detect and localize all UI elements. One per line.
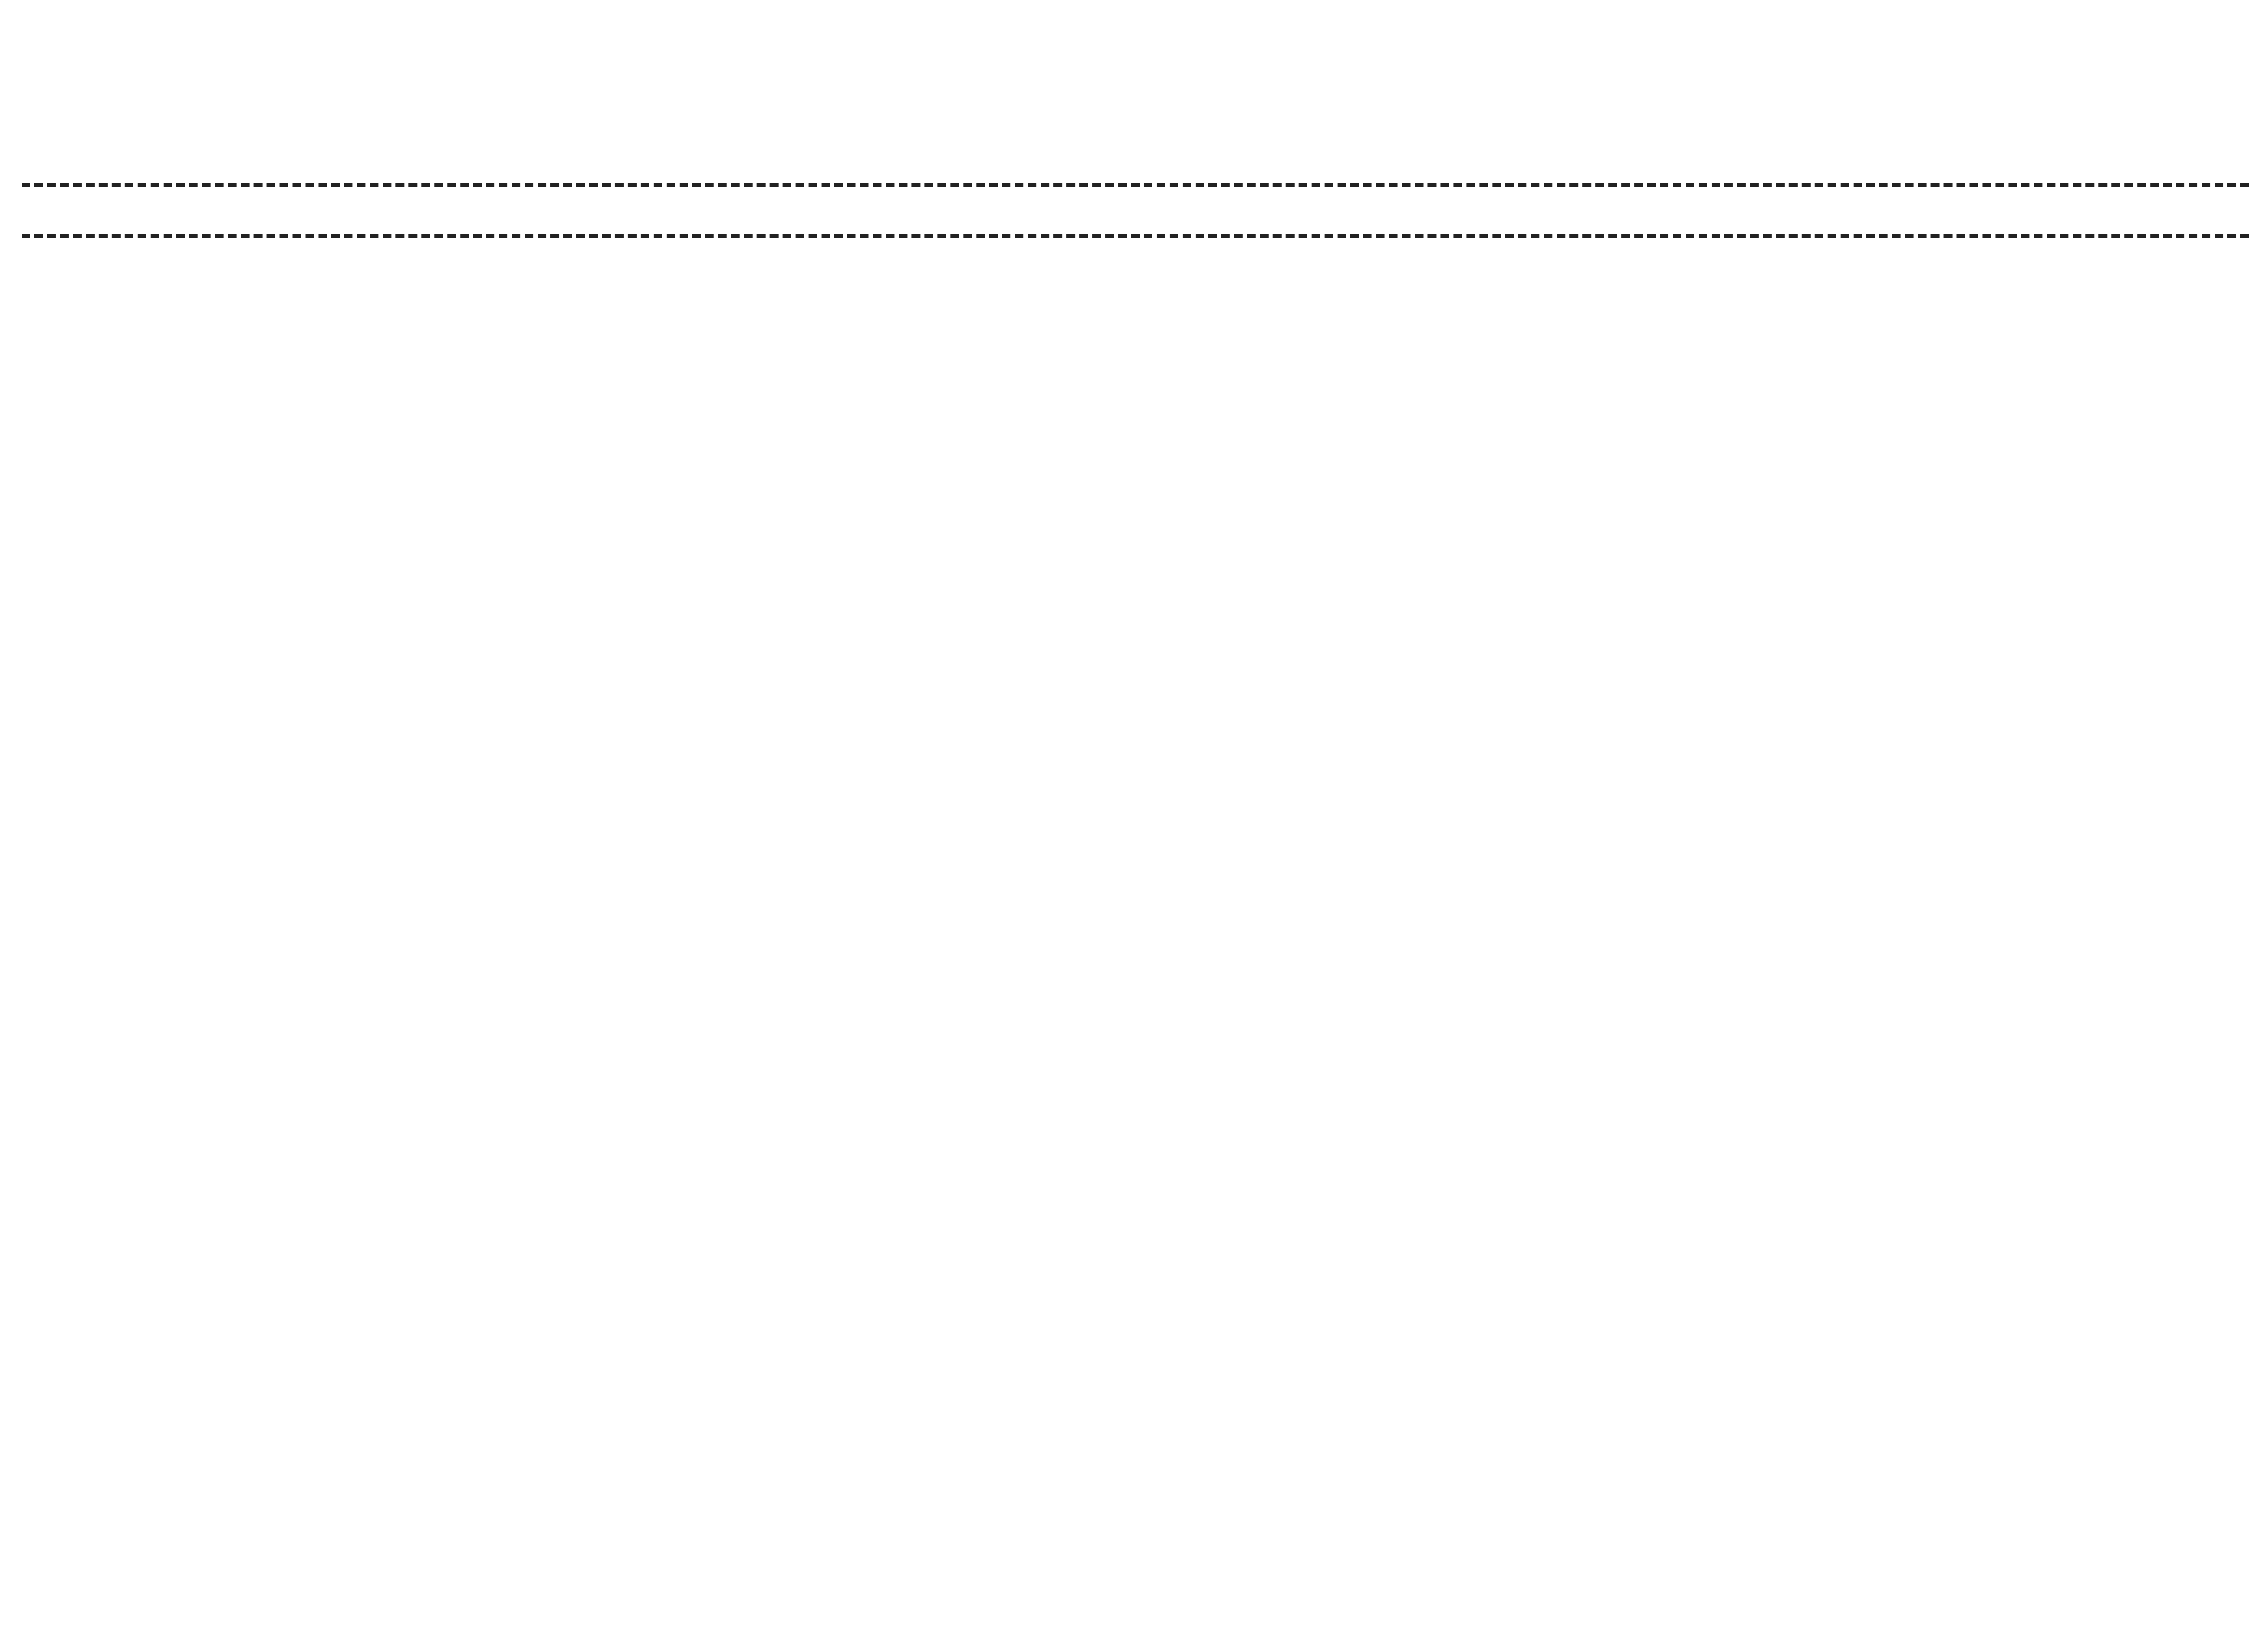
header-top-rule xyxy=(22,183,2249,187)
header-bottom-rule xyxy=(22,234,2249,238)
